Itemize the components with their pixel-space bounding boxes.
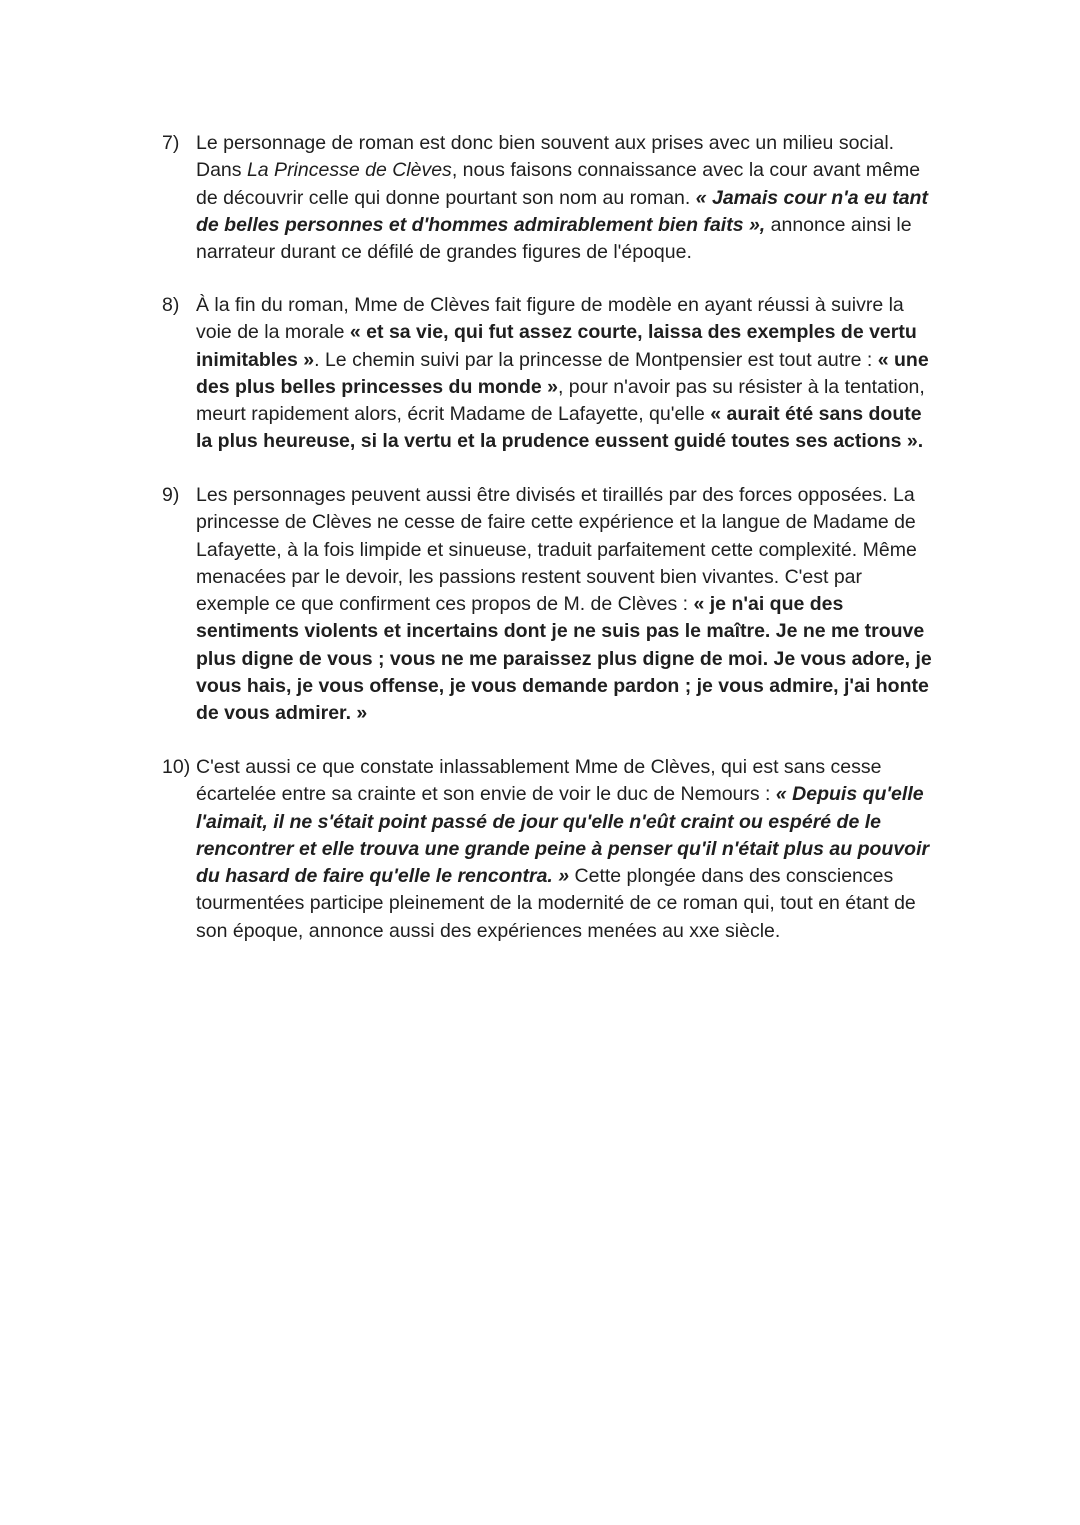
paragraph-number: 7) xyxy=(162,132,180,154)
quote-run: « et sa vie, qui fut assez courte, laissa des exemples de vertu xyxy=(349,321,917,344)
paragraph-number: 8) xyxy=(162,294,180,316)
paragraph-text xyxy=(196,130,962,266)
text-line xyxy=(196,428,962,455)
text-line xyxy=(196,157,962,184)
paragraph-text xyxy=(196,754,962,945)
text-run: voie de la morale xyxy=(196,321,350,344)
quote-run: « aurait été sans doute xyxy=(710,403,922,426)
text-line xyxy=(196,918,962,945)
quote-run: des plus belles princesses du monde » xyxy=(196,375,558,398)
text-line xyxy=(196,618,962,645)
text-line xyxy=(196,130,962,157)
text-line xyxy=(196,836,962,863)
text-run: , nous faisons connaissance avec la cour avant même xyxy=(451,159,921,182)
quote-run: la plus heureuse, si la vertu et la prudence eussent guidé toutes ses actions ». xyxy=(196,430,924,453)
quote-run: de belles personnes et d'hommes admirablement bien faits », xyxy=(196,213,766,236)
text-line xyxy=(196,482,962,509)
text-run: À la fin du roman, Mme de Clèves fait figure de modèle en ayant réussi à suivre la xyxy=(196,294,904,316)
quote-run: « Jamais cour n'a eu tant xyxy=(695,186,928,209)
paragraph-text xyxy=(196,292,962,456)
text-line xyxy=(196,239,962,266)
text-run: son époque, annonce aussi des expériences menées au xxe siècle. xyxy=(196,919,781,942)
text-line xyxy=(196,646,962,673)
text-run: annonce ainsi le xyxy=(765,213,912,236)
text-line xyxy=(196,185,962,212)
text-run: . Le chemin suivi par la princesse de Montpensier est tout autre : xyxy=(314,348,878,371)
paragraph-number: 10) xyxy=(162,756,191,778)
quote-run: du hasard de faire qu'elle le rencontra. » xyxy=(196,865,570,888)
text-run: de découvrir celle qui donne pourtant son nom au roman. xyxy=(196,186,696,209)
text-line xyxy=(196,401,962,428)
paragraph-text xyxy=(196,482,962,728)
quote-run: inimitables » xyxy=(196,348,315,371)
text-run: exemple ce que confirment ces propos de M. de Clèves : xyxy=(196,593,694,616)
text-run: narrateur durant ce défilé de grandes figures de l'époque. xyxy=(196,241,692,264)
text-line xyxy=(196,863,962,890)
text-line xyxy=(196,319,962,346)
text-run: meurt rapidement alors, écrit Madame de Lafayette, qu'elle xyxy=(196,403,711,426)
quote-run: plus digne de vous ; vous ne me paraissez plus digne de moi. Je vous adore, je xyxy=(196,647,932,670)
text-run: Cette plongée dans des consciences xyxy=(569,865,894,888)
text-line xyxy=(196,347,962,374)
text-line xyxy=(196,754,962,781)
text-line xyxy=(196,781,962,808)
quote-run: vous hais, je vous offense, je vous demande pardon ; je vous admire, j'ai honte xyxy=(196,675,929,698)
text-line xyxy=(196,673,962,700)
text-run: Dans xyxy=(196,159,247,182)
text-line xyxy=(196,537,962,564)
text-run: Le personnage de roman est donc bien souvent aux prises avec un milieu social. xyxy=(196,132,895,154)
text-run: princesse de Clèves ne cesse de faire cette expérience et la langue de Madame de xyxy=(196,511,916,534)
quote-run: de vous admirer. » xyxy=(196,702,368,725)
quote-run: « Depuis qu'elle xyxy=(775,783,924,806)
text-run: C'est aussi ce que constate inlassablement Mme de Clèves, qui est sans cesse xyxy=(196,756,882,778)
paragraph-number: 9) xyxy=(162,484,180,506)
quote-run: « une xyxy=(877,348,929,371)
text-line xyxy=(196,292,962,319)
quote-run: « je n'ai que des xyxy=(693,593,844,616)
text-run: , pour n'avoir pas su résister à la tentation, xyxy=(557,375,925,398)
text-line xyxy=(196,591,962,618)
text-line xyxy=(196,809,962,836)
text-run: tourmentées participe pleinement de la modernité de ce roman qui, tout en étant de xyxy=(196,892,916,915)
text-line xyxy=(196,374,962,401)
text-line xyxy=(196,212,962,239)
text-line xyxy=(196,890,962,917)
text-run: menacées par le devoir, les passions restent souvent bien vivantes. C'est par xyxy=(196,565,862,588)
text-line xyxy=(196,509,962,536)
text-run: Lafayette, à la fois limpide et sinueuse, traduit parfaitement cette complexité. Même xyxy=(196,538,917,561)
quote-run: rencontrer et elle trouva une grande peine à penser qu'il n'était plus au pouvoir xyxy=(196,837,930,860)
text-line xyxy=(196,700,962,727)
quote-run: La Princesse de Clèves xyxy=(246,159,452,182)
text-line xyxy=(196,564,962,591)
quote-run: l'aimait, il ne s'était point passé de jour qu'elle n'eût craint ou espéré de le xyxy=(196,810,881,833)
text-run: Les personnages peuvent aussi être divisés et tiraillés par des forces opposées. La xyxy=(196,484,915,506)
text-run: écartelée entre sa crainte et son envie de voir le duc de Nemours : xyxy=(196,783,776,806)
quote-run: sentiments violents et incertains dont je ne suis pas le maître. Je ne me trouve xyxy=(196,620,925,643)
